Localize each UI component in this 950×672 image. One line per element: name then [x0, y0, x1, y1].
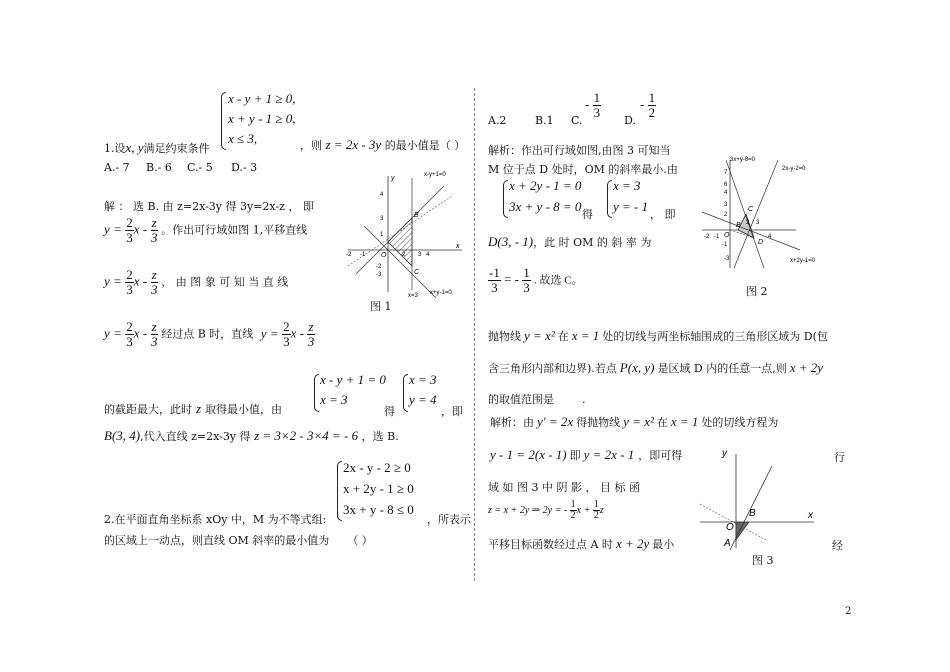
q2-de: 得	[582, 208, 593, 221]
q3-solution-line1: 解析：由 y′ = 2x 得抛物线 y = x² 在 x = 1 处的切线方程为	[490, 414, 779, 429]
q3-solution-line2: y - 1 = 2(x - 1) 即 y = 2x - 1 ，即可得	[490, 447, 683, 462]
q1-de: 得	[384, 405, 395, 418]
fig2-line-2x-y-2	[734, 160, 778, 268]
svg-text:O: O	[724, 232, 730, 239]
svg-text:y: y	[391, 175, 395, 182]
q3-solution-line4: 平移目标函数经过点 A 时 x + 2y 最小	[488, 536, 675, 551]
q2-option-d-value: - $\frac{1}{2}$	[640, 90, 656, 120]
svg-text:y: y	[722, 448, 727, 459]
q1-ji: ，即	[441, 405, 463, 418]
q1-constraint-3: x ≤ 3,	[228, 131, 258, 146]
q1-constraint-2: x + y - 1 ≥ 0,	[228, 111, 296, 126]
q2-system-brace	[337, 461, 342, 521]
q2-analysis-b: M 位于点 D 处时，OM 的斜率最小.由	[488, 163, 678, 176]
column-divider	[474, 88, 475, 581]
svg-text:4: 4	[426, 252, 430, 258]
svg-text:-2: -2	[704, 234, 710, 240]
q2-analysis-a: 解析：作出可行域如图,由图 3 可知当	[488, 144, 671, 157]
q1-option-b: B.- 6	[146, 161, 172, 174]
q2-constraint-2: x + 2y - 1 ≥ 0	[343, 481, 414, 496]
svg-text:7: 7	[724, 170, 728, 176]
q1-stem-text: 满足约束条件	[143, 142, 210, 155]
q3-stem-line2: 含三角形内部和边界).若点 P(x, y) 是区域 D 内的任意一点,则 x + 2y	[488, 360, 824, 375]
svg-text:-3: -3	[376, 272, 382, 278]
svg-text:x+2y-1=0: x+2y-1=0	[790, 258, 816, 264]
q1-sys2-eq2: x = 3	[320, 392, 348, 407]
q1-number: 1.设	[104, 142, 126, 155]
svg-text:2x-y-2=0: 2x-y-2=0	[782, 166, 806, 172]
svg-text:6: 6	[724, 182, 728, 188]
svg-text:-1: -1	[722, 242, 728, 248]
fig2-line-3x+y-8	[726, 160, 764, 268]
figure-3-caption: 图 3	[752, 554, 774, 567]
q3-hang: 行	[834, 451, 845, 464]
q1-stem-end: 的最小值是（ ）	[384, 139, 466, 152]
q2-constraint-3: 3x + y - 8 ≤ 0	[343, 502, 414, 517]
svg-text:2: 2	[724, 212, 728, 218]
y-eq: y =	[104, 221, 122, 237]
svg-text:-1: -1	[714, 234, 720, 240]
svg-text:3: 3	[380, 216, 384, 222]
svg-text:-3: -3	[724, 256, 730, 262]
q2-option-a: A.2	[488, 114, 507, 127]
q1-sol4-text: 经过点 B 时，直线	[161, 327, 254, 341]
svg-text:4: 4	[724, 190, 728, 196]
q1-system-brace	[221, 92, 226, 150]
svg-text:x-y+1=0: x-y+1=0	[424, 172, 446, 178]
q2-analysis-c: D(3, - 1)，此 时 OM 的 斜 率 为	[488, 234, 652, 249]
q1-solution-line6: B(3, 4),代入直线 z=2x-3y 得 z = 3×2 - 3×4 = - 6 ，选 B.	[104, 428, 399, 443]
q3-solution-line3: 域 如 图 3 中 阴 影 ， 目 标 函	[488, 481, 640, 494]
svg-text:x=3: x=3	[408, 293, 418, 298]
svg-text:C: C	[414, 269, 420, 276]
q1-solution-line4: y = $\frac{2}{3}$ x - $\frac{z}{3}$ 经过点 B 时，直线 y = $\frac{2}{3}$ x - $\frac{z}{3}$	[104, 319, 315, 349]
figure-1-caption: 图 1	[370, 300, 392, 313]
point-d: D(3, - 1)	[488, 234, 534, 249]
svg-text:4: 4	[380, 192, 384, 198]
q1-option-c: C.- 5	[187, 161, 213, 174]
q1-then: ，则	[300, 139, 322, 152]
q3-stem-line1: 抛物线 y = x² 在 x = 1 处的切线与两坐标轴围成的三角形区域为 D(包	[488, 328, 828, 343]
q1-sys3-eq2: y = 4	[409, 392, 437, 407]
svg-text:B: B	[414, 212, 419, 219]
q2-sysA-eq1: x + 2y - 1 = 0	[509, 178, 582, 193]
svg-text:O: O	[726, 522, 734, 533]
q1-option-a: A.- 7	[104, 161, 130, 174]
q2-option-c: C.	[571, 114, 583, 127]
svg-text:3: 3	[418, 252, 422, 258]
svg-text:x+y-1=0: x+y-1=0	[430, 290, 452, 296]
q2-sysB-brace	[607, 180, 612, 218]
svg-text:x: x	[456, 243, 460, 250]
q1-calc: z = 3×2 - 3×4 = - 6	[254, 428, 359, 443]
q1-option-d: D.- 3	[231, 161, 258, 174]
q2-sysA-eq2: 3x + y - 8 = 0	[509, 199, 582, 214]
q1-sol3-text: ， 由 图 象 可 知 当 直 线	[161, 275, 289, 289]
q2-constraint-1: 2x - y - 2 ≥ 0	[343, 460, 411, 475]
fig1-region	[388, 218, 412, 266]
svg-text:B: B	[749, 508, 756, 519]
svg-text:3x+y-8=0: 3x+y-8=0	[730, 157, 756, 163]
svg-text:-2: -2	[376, 264, 382, 270]
fraction-2-3: $\frac{2}{3}$	[126, 215, 133, 245]
fig1-line-l1	[356, 186, 444, 274]
svg-text:3: 3	[756, 220, 760, 226]
svg-text:D: D	[758, 239, 764, 246]
q2-option-d: D.	[624, 114, 636, 127]
q3-stem-line3: 的取值范围是 .	[488, 393, 586, 406]
q1-sys2-eq1: x - y + 1 = 0	[320, 372, 386, 387]
svg-text:4: 4	[768, 234, 772, 240]
svg-text:C: C	[748, 206, 754, 213]
svg-text:-2: -2	[346, 252, 352, 258]
q3-objective-transform: z = x + 2y ⇒ 2y = - $\frac{1}{2}$ x + $\frac{1}{2}$ z	[488, 499, 604, 521]
q1-objective: z = 2x - 3y	[325, 137, 382, 152]
svg-text:-1: -1	[360, 252, 366, 258]
q2-stem-c: 的区域上一动点，则直线 OM 斜率的最小值为 （ ）	[104, 534, 373, 547]
q2-stem-a: 2.在平面直角坐标系 xOy 中，M 为不等式组:	[104, 513, 327, 526]
q2-option-c-value: - $\frac{1}{3}$	[585, 90, 601, 120]
q3-jing: 经	[832, 539, 843, 552]
q1-sys3-brace	[403, 374, 408, 412]
svg-text:x: x	[808, 510, 813, 521]
q2-sysB-eq1: x = 3	[613, 178, 641, 193]
q1-solution-line2: y = $\frac{2}{3}$ x - $\frac{z}{3}$ 。作出可行域如图 1,平移直线	[104, 215, 308, 245]
point-b: B(3, 4)	[104, 428, 141, 443]
svg-text:2: 2	[746, 220, 750, 226]
fraction-z-3: $\frac{z}{3}$	[150, 215, 158, 245]
q1-solution-line5: 的截距最大，此时 z 取得最小值，由	[104, 401, 283, 416]
q2-sysB-eq2: y = - 1	[613, 199, 649, 214]
svg-text:3: 3	[724, 202, 728, 208]
svg-text:B: B	[736, 222, 741, 229]
q2-sysA-brace	[503, 180, 508, 218]
figure-2-caption: 图 2	[746, 285, 768, 298]
q1-solution-line1: 解 ： 选 B. 由 z=2x-3y 得 3y=2x-z ， 即	[104, 200, 314, 213]
q2-option-b: B.1	[535, 114, 554, 127]
svg-text:A: A	[724, 538, 731, 549]
q2-slope: $\frac{-1}{3}$ = - $\frac{1}{3}$ . 故选 C。	[489, 265, 583, 295]
q1-sys2-brace	[314, 374, 319, 412]
q1-constraint-1: x - y + 1 ≥ 0,	[228, 91, 296, 106]
figure-2	[700, 150, 840, 272]
q2-ji: ， 即	[650, 208, 676, 221]
figure-1	[344, 170, 466, 298]
fig2-line-x+2y-1	[702, 212, 800, 250]
q1-sys3-eq1: x = 3	[409, 372, 437, 387]
svg-text:2: 2	[402, 252, 406, 258]
svg-text:1: 1	[380, 232, 384, 238]
svg-text:O: O	[381, 252, 387, 259]
page-number: 2	[845, 606, 852, 617]
q1-stem	[104, 140, 210, 156]
q1-sol2-text: 。作出可行域如图 1,平移直线	[161, 223, 308, 237]
q1-stem-right	[300, 137, 465, 153]
figure-3	[696, 444, 824, 552]
q1-solution-line3: y = $\frac{2}{3}$ x - $\frac{z}{3}$ ， 由 图 象 可 知 当 直 线	[104, 267, 289, 297]
q1-vars: x, y	[125, 140, 144, 155]
q2-stem-b: ，所表示	[427, 513, 471, 526]
